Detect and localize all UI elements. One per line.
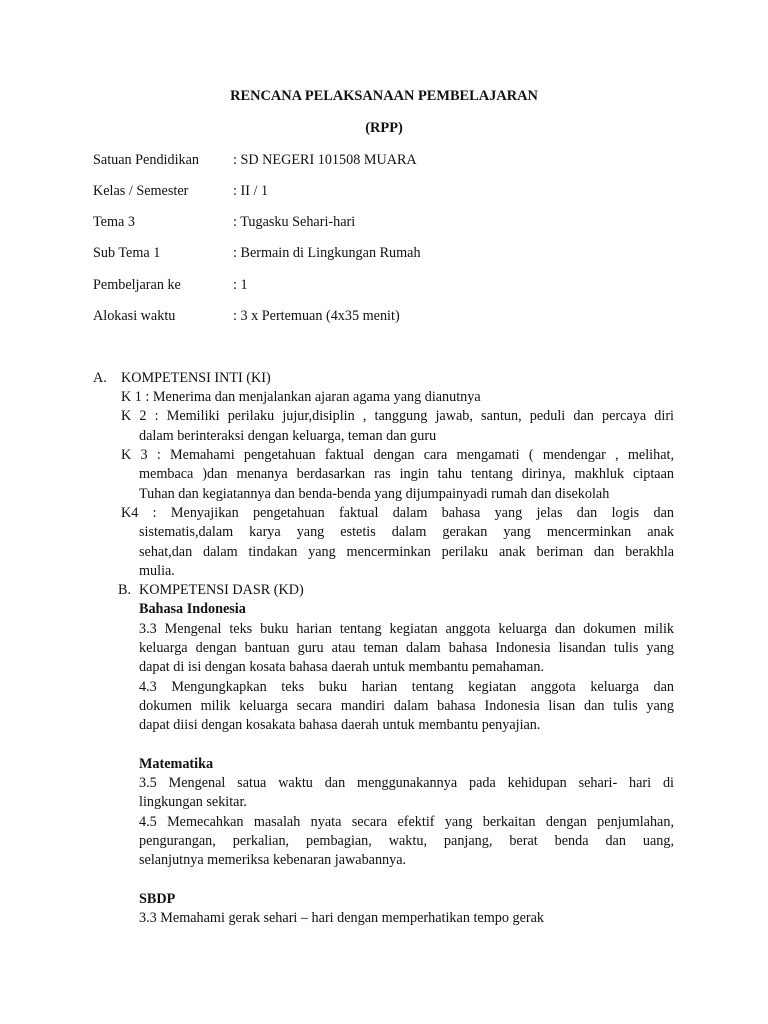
ki-k3-line3: Tuhan dan kegiatannya dan benda-benda yang dijumpainyadi rumah dan disekolah — [139, 486, 610, 502]
section-letter: A. — [93, 370, 107, 386]
kd-bahasa-33-line1: 3.3 Mengenal teks buku harian tentang kegiatan anggota keluarga dan dokumen milik — [139, 621, 674, 637]
kd-bahasa-33-line2: keluarga dengan bantuan guru atau teman dalam bahasa Indonesia lisandan tulis yang — [139, 640, 674, 656]
ki-k4-line1: K4 : Menyajikan pengetahuan faktual dalam bahasa yang jelas dan logis dan — [121, 505, 674, 521]
kd-mat-35-line1: 3.5 Mengenal satua waktu dan menggunakannya pada kehidupan sehari- hari di — [139, 775, 674, 791]
kd-mat-35-line2: lingkungan sekitar. — [139, 794, 247, 810]
meta-label: Satuan Pendidikan — [93, 152, 199, 168]
ki-k2-line2: dalam berinteraksi dengan keluarga, teman dan guru — [139, 428, 437, 444]
ki-k1: K 1 : Menerima dan menjalankan ajaran agama yang dianutnya — [121, 389, 481, 405]
section-heading: KOMPETENSI DASR (KD) — [139, 582, 304, 598]
subject-title-matematika: Matematika — [139, 756, 214, 772]
kd-bahasa-43-line3: dapat diisi dengan kosakata bahasa daerah untuk membantu penyajian. — [139, 717, 541, 733]
ki-k4-line4: mulia. — [139, 563, 175, 579]
meta-value: : Bermain di Lingkungan Rumah — [233, 245, 421, 261]
meta-label: Tema 3 — [93, 214, 135, 230]
kd-bahasa-43-line2: dokumen milik keluarga secara mandiri dalam bahasa Indonesia lisan dan tulis yang — [139, 698, 674, 714]
meta-label: Alokasi waktu — [93, 308, 176, 324]
kd-sbdp-33-line1: 3.3 Memahami gerak sehari – hari dengan memperhatikan tempo gerak — [139, 910, 544, 926]
kd-bahasa-33-line3: dapat di isi dengan kosata bahasa daerah untuk membantu pemahaman. — [139, 659, 544, 675]
ki-k4-line3: sehat,dan dalam tindakan yang mencerminkan perilaku anak beriman dan berakhla — [139, 544, 674, 560]
meta-label: Kelas / Semester — [93, 183, 189, 199]
meta-label: Pembeljaran ke — [93, 277, 181, 293]
subject-title-sbdp: SBDP — [139, 891, 176, 907]
meta-value: : II / 1 — [233, 183, 269, 199]
meta-label: Sub Tema 1 — [93, 245, 161, 261]
meta-value: : 1 — [233, 277, 248, 293]
kd-mat-45-line3: selanjutnya memeriksa kebenaran jawabannya. — [139, 852, 407, 868]
meta-value: : SD NEGERI 101508 MUARA — [233, 152, 417, 168]
document-title: RENCANA PELAKSANAAN PEMBELAJARAN — [230, 88, 538, 104]
meta-value: : Tugasku Sehari-hari — [233, 214, 356, 230]
document-subtitle: (RPP) — [365, 120, 403, 136]
kd-mat-45-line1: 4.5 Memecahkan masalah nyata secara efektif yang berkaitan dengan penjumlahan, — [139, 814, 674, 830]
kd-bahasa-43-line1: 4.3 Mengungkapkan teks buku harian tentang kegiatan anggota keluarga dan — [139, 679, 674, 695]
section-heading: KOMPETENSI INTI (KI) — [121, 370, 271, 386]
ki-k2-line1: K 2 : Memiliki perilaku jujur,disiplin , tanggung jawab, santun, peduli dan percaya diri — [121, 408, 674, 424]
section-letter: B. — [118, 582, 132, 598]
ki-k3-line2: membaca )dan menanya berdasarkan ras ingin tahu tentang dirinya, makhluk ciptaan — [139, 466, 674, 482]
meta-value: : 3 x Pertemuan (4x35 menit) — [233, 308, 400, 324]
ki-k3-line1: K 3 : Memahami pengetahuan faktual dengan cara mengamati ( mendengar , melihat, — [121, 447, 674, 463]
ki-k4-line2: sistematis,dalam karya yang estetis dalam gerakan yang mencerminkan anak — [139, 524, 674, 540]
kd-mat-45-line2: pengurangan, perkalian, pembagian, waktu, panjang, berat benda dan uang, — [139, 833, 674, 849]
subject-title-bahasa: Bahasa Indonesia — [139, 601, 246, 617]
